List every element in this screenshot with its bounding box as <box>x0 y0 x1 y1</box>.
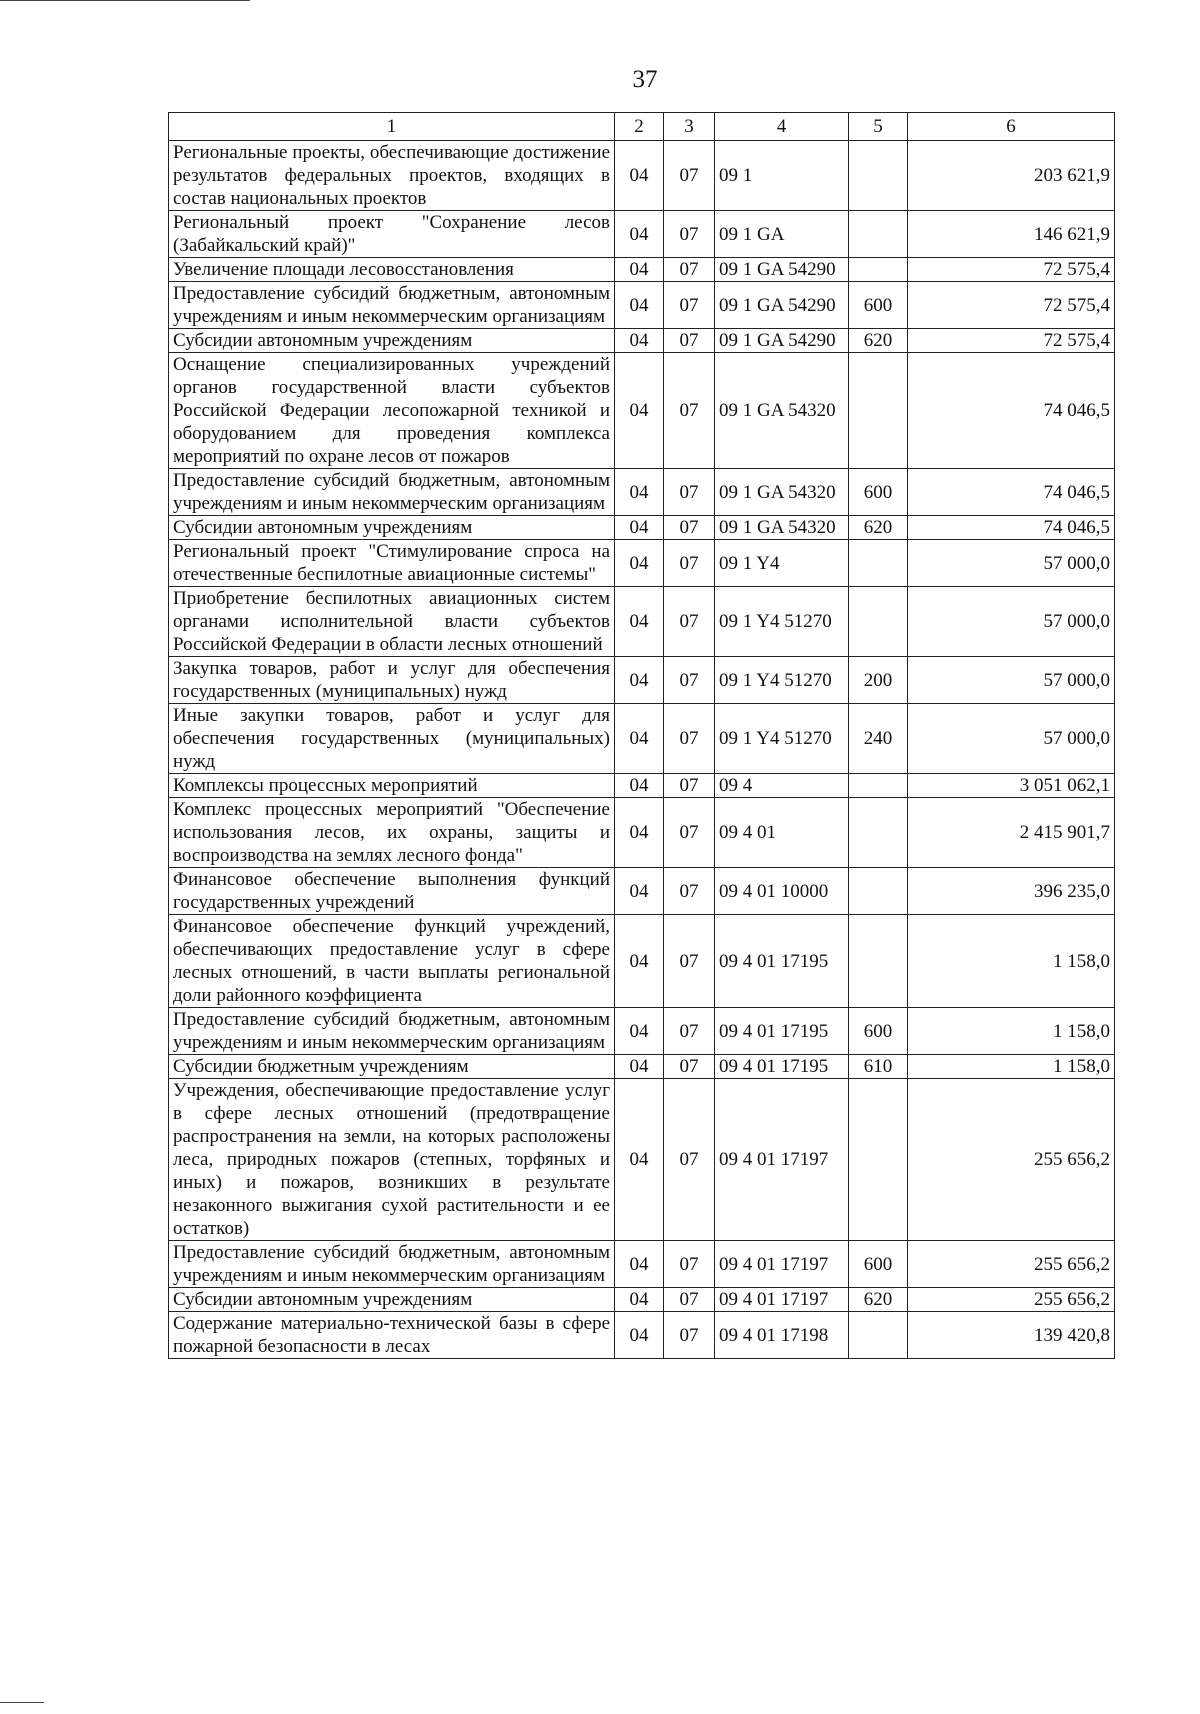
table-row <box>169 798 1115 868</box>
row-amount: 72 575,4 <box>908 282 1115 329</box>
row-amount: 203 621,9 <box>908 141 1115 211</box>
row-expense-type: 200 <box>849 657 908 704</box>
table-row <box>169 353 1115 469</box>
row-amount: 72 575,4 <box>908 329 1115 353</box>
row-target-article: 09 1 GA 54290 <box>715 329 849 353</box>
row-subsection: 07 <box>664 329 715 353</box>
row-subsection: 07 <box>664 1008 715 1055</box>
row-section: 04 <box>615 1312 664 1359</box>
row-expense-type <box>849 587 908 657</box>
row-amount: 57 000,0 <box>908 657 1115 704</box>
row-target-article: 09 4 01 17198 <box>715 1312 849 1359</box>
header-col-1: 1 <box>169 113 615 141</box>
row-subsection: 07 <box>664 798 715 868</box>
row-name: Комплексы процессных мероприятий <box>169 774 615 798</box>
row-subsection: 07 <box>664 1312 715 1359</box>
row-target-article: 09 1 GA <box>715 211 849 258</box>
row-subsection: 07 <box>664 141 715 211</box>
row-expense-type: 620 <box>849 1288 908 1312</box>
row-subsection: 07 <box>664 704 715 774</box>
header-col-5: 5 <box>849 113 908 141</box>
row-target-article: 09 4 01 17197 <box>715 1288 849 1312</box>
row-subsection: 07 <box>664 353 715 469</box>
row-expense-type: 600 <box>849 1008 908 1055</box>
row-name: Региональные проекты, обеспечивающие достижение результатов федеральных проектов, входящих в состав национальных проектов <box>169 141 615 211</box>
row-section: 04 <box>615 915 664 1008</box>
table-row <box>169 540 1115 587</box>
row-section: 04 <box>615 141 664 211</box>
row-amount: 1 158,0 <box>908 1055 1115 1079</box>
row-target-article: 09 4 01 <box>715 798 849 868</box>
table-row <box>169 282 1115 329</box>
table-row <box>169 587 1115 657</box>
row-name: Финансовое обеспечение выполнения функций государственных учреждений <box>169 868 615 915</box>
row-name: Учреждения, обеспечивающие предоставление услуг в сфере лесных отношений (предотвращение распространения на земли, на которых расположены леса, природных пожаров (степных, торфяных и иных) и пожаров, возникших в результате незаконного выжигания сухой растительности и ее остатков) <box>169 1079 615 1241</box>
header-col-2: 2 <box>615 113 664 141</box>
table-row <box>169 657 1115 704</box>
row-name: Предоставление субсидий бюджетным, автономным учреждениям и иным некоммерческим организациям <box>169 1008 615 1055</box>
page-number: 37 <box>632 66 658 93</box>
row-name: Иные закупки товаров, работ и услуг для обеспечения государственных (муниципальных) нужд <box>169 704 615 774</box>
row-amount: 255 656,2 <box>908 1288 1115 1312</box>
row-target-article: 09 1 GA 54290 <box>715 282 849 329</box>
row-expense-type: 610 <box>849 1055 908 1079</box>
row-amount: 57 000,0 <box>908 704 1115 774</box>
row-target-article: 09 4 01 17195 <box>715 1008 849 1055</box>
row-expense-type <box>849 1079 908 1241</box>
row-target-article: 09 1 GA 54320 <box>715 469 849 516</box>
table-row <box>169 868 1115 915</box>
row-name: Приобретение беспилотных авиационных систем органами исполнительной власти субъектов Российской Федерации в области лесных отношений <box>169 587 615 657</box>
row-subsection: 07 <box>664 540 715 587</box>
row-expense-type <box>849 798 908 868</box>
table-row <box>169 915 1115 1008</box>
row-expense-type: 240 <box>849 704 908 774</box>
row-amount: 74 046,5 <box>908 353 1115 469</box>
row-name: Субсидии автономным учреждениям <box>169 516 615 540</box>
row-expense-type <box>849 915 908 1008</box>
row-expense-type <box>849 141 908 211</box>
row-section: 04 <box>615 540 664 587</box>
table-row <box>169 469 1115 516</box>
row-section: 04 <box>615 1008 664 1055</box>
row-subsection: 07 <box>664 1079 715 1241</box>
row-section: 04 <box>615 657 664 704</box>
row-amount: 146 621,9 <box>908 211 1115 258</box>
table-row <box>169 1241 1115 1288</box>
row-target-article: 09 4 01 17197 <box>715 1079 849 1241</box>
row-expense-type: 600 <box>849 1241 908 1288</box>
row-amount: 2 415 901,7 <box>908 798 1115 868</box>
row-expense-type <box>849 211 908 258</box>
row-target-article: 09 4 <box>715 774 849 798</box>
header-col-6: 6 <box>908 113 1115 141</box>
header-col-4: 4 <box>715 113 849 141</box>
row-section: 04 <box>615 469 664 516</box>
row-expense-type: 620 <box>849 516 908 540</box>
row-subsection: 07 <box>664 469 715 516</box>
row-name: Предоставление субсидий бюджетным, автономным учреждениям и иным некоммерческим организациям <box>169 469 615 516</box>
row-section: 04 <box>615 211 664 258</box>
row-name: Комплекс процессных мероприятий "Обеспечение использования лесов, их охраны, защиты и воспроизводства на землях лесного фонда" <box>169 798 615 868</box>
row-target-article: 09 1 GA 54290 <box>715 258 849 282</box>
row-section: 04 <box>615 353 664 469</box>
row-section: 04 <box>615 1241 664 1288</box>
table-row <box>169 141 1115 211</box>
row-expense-type <box>849 774 908 798</box>
table-body <box>169 113 1115 1359</box>
row-subsection: 07 <box>664 516 715 540</box>
row-expense-type <box>849 540 908 587</box>
row-subsection: 07 <box>664 282 715 329</box>
row-name: Субсидии автономным учреждениям <box>169 329 615 353</box>
row-section: 04 <box>615 587 664 657</box>
row-expense-type <box>849 1312 908 1359</box>
row-expense-type: 620 <box>849 329 908 353</box>
row-subsection: 07 <box>664 1241 715 1288</box>
row-section: 04 <box>615 1055 664 1079</box>
scan-edge-bottom <box>0 1702 44 1703</box>
row-section: 04 <box>615 774 664 798</box>
row-subsection: 07 <box>664 868 715 915</box>
row-target-article: 09 1 Y4 51270 <box>715 657 849 704</box>
row-name: Субсидии автономным учреждениям <box>169 1288 615 1312</box>
row-expense-type <box>849 868 908 915</box>
row-subsection: 07 <box>664 1055 715 1079</box>
row-expense-type <box>849 353 908 469</box>
row-target-article: 09 4 01 10000 <box>715 868 849 915</box>
row-amount: 1 158,0 <box>908 1008 1115 1055</box>
budget-table <box>168 112 1115 1359</box>
row-amount: 396 235,0 <box>908 868 1115 915</box>
row-subsection: 07 <box>664 1288 715 1312</box>
table-row <box>169 704 1115 774</box>
table-row <box>169 1008 1115 1055</box>
row-target-article: 09 1 GA 54320 <box>715 353 849 469</box>
row-expense-type <box>849 258 908 282</box>
row-amount: 72 575,4 <box>908 258 1115 282</box>
row-amount: 1 158,0 <box>908 915 1115 1008</box>
row-amount: 3 051 062,1 <box>908 774 1115 798</box>
row-section: 04 <box>615 1079 664 1241</box>
row-subsection: 07 <box>664 774 715 798</box>
row-subsection: 07 <box>664 587 715 657</box>
row-amount: 139 420,8 <box>908 1312 1115 1359</box>
row-subsection: 07 <box>664 657 715 704</box>
row-section: 04 <box>615 704 664 774</box>
row-amount: 255 656,2 <box>908 1241 1115 1288</box>
row-name: Оснащение специализированных учреждений органов государственной власти субъектов Российской Федерации лесопожарной техникой и оборудованием для проведения комплекса мероприятий по охране лесов от пожаров <box>169 353 615 469</box>
table-row <box>169 516 1115 540</box>
row-name: Субсидии бюджетным учреждениям <box>169 1055 615 1079</box>
row-subsection: 07 <box>664 211 715 258</box>
row-target-article: 09 1 Y4 51270 <box>715 587 849 657</box>
row-section: 04 <box>615 798 664 868</box>
row-amount: 74 046,5 <box>908 469 1115 516</box>
table-row <box>169 258 1115 282</box>
row-section: 04 <box>615 282 664 329</box>
row-target-article: 09 4 01 17195 <box>715 1055 849 1079</box>
table-row <box>169 1288 1115 1312</box>
table-row <box>169 774 1115 798</box>
row-name: Закупка товаров, работ и услуг для обеспечения государственных (муниципальных) нужд <box>169 657 615 704</box>
row-section: 04 <box>615 329 664 353</box>
row-name: Финансовое обеспечение функций учреждений, обеспечивающих предоставление услуг в сфере лесных отношений, в части выплаты региональной доли районного коэффициента <box>169 915 615 1008</box>
row-target-article: 09 4 01 17197 <box>715 1241 849 1288</box>
row-name: Предоставление субсидий бюджетным, автономным учреждениям и иным некоммерческим организациям <box>169 1241 615 1288</box>
row-target-article: 09 1 Y4 <box>715 540 849 587</box>
row-name: Увеличение площади лесовосстановления <box>169 258 615 282</box>
table-header-row <box>169 113 1115 141</box>
row-expense-type: 600 <box>849 469 908 516</box>
scan-edge-top <box>0 0 250 1</box>
row-name: Региональный проект "Сохранение лесов (Забайкальский край)" <box>169 211 615 258</box>
row-section: 04 <box>615 1288 664 1312</box>
row-section: 04 <box>615 868 664 915</box>
table-row <box>169 1079 1115 1241</box>
row-amount: 57 000,0 <box>908 540 1115 587</box>
row-amount: 57 000,0 <box>908 587 1115 657</box>
table-row <box>169 329 1115 353</box>
row-target-article: 09 1 Y4 51270 <box>715 704 849 774</box>
row-amount: 74 046,5 <box>908 516 1115 540</box>
row-section: 04 <box>615 516 664 540</box>
row-target-article: 09 4 01 17195 <box>715 915 849 1008</box>
row-expense-type: 600 <box>849 282 908 329</box>
row-subsection: 07 <box>664 258 715 282</box>
row-subsection: 07 <box>664 915 715 1008</box>
row-section: 04 <box>615 258 664 282</box>
row-target-article: 09 1 <box>715 141 849 211</box>
row-name: Региональный проект "Стимулирование спроса на отечественные беспилотные авиационные системы" <box>169 540 615 587</box>
table-row <box>169 1312 1115 1359</box>
row-target-article: 09 1 GA 54320 <box>715 516 849 540</box>
header-col-3: 3 <box>664 113 715 141</box>
row-name: Предоставление субсидий бюджетным, автономным учреждениям и иным некоммерческим организациям <box>169 282 615 329</box>
table-row <box>169 211 1115 258</box>
row-amount: 255 656,2 <box>908 1079 1115 1241</box>
table-row <box>169 1055 1115 1079</box>
row-name: Содержание материально-технической базы в сфере пожарной безопасности в лесах <box>169 1312 615 1359</box>
